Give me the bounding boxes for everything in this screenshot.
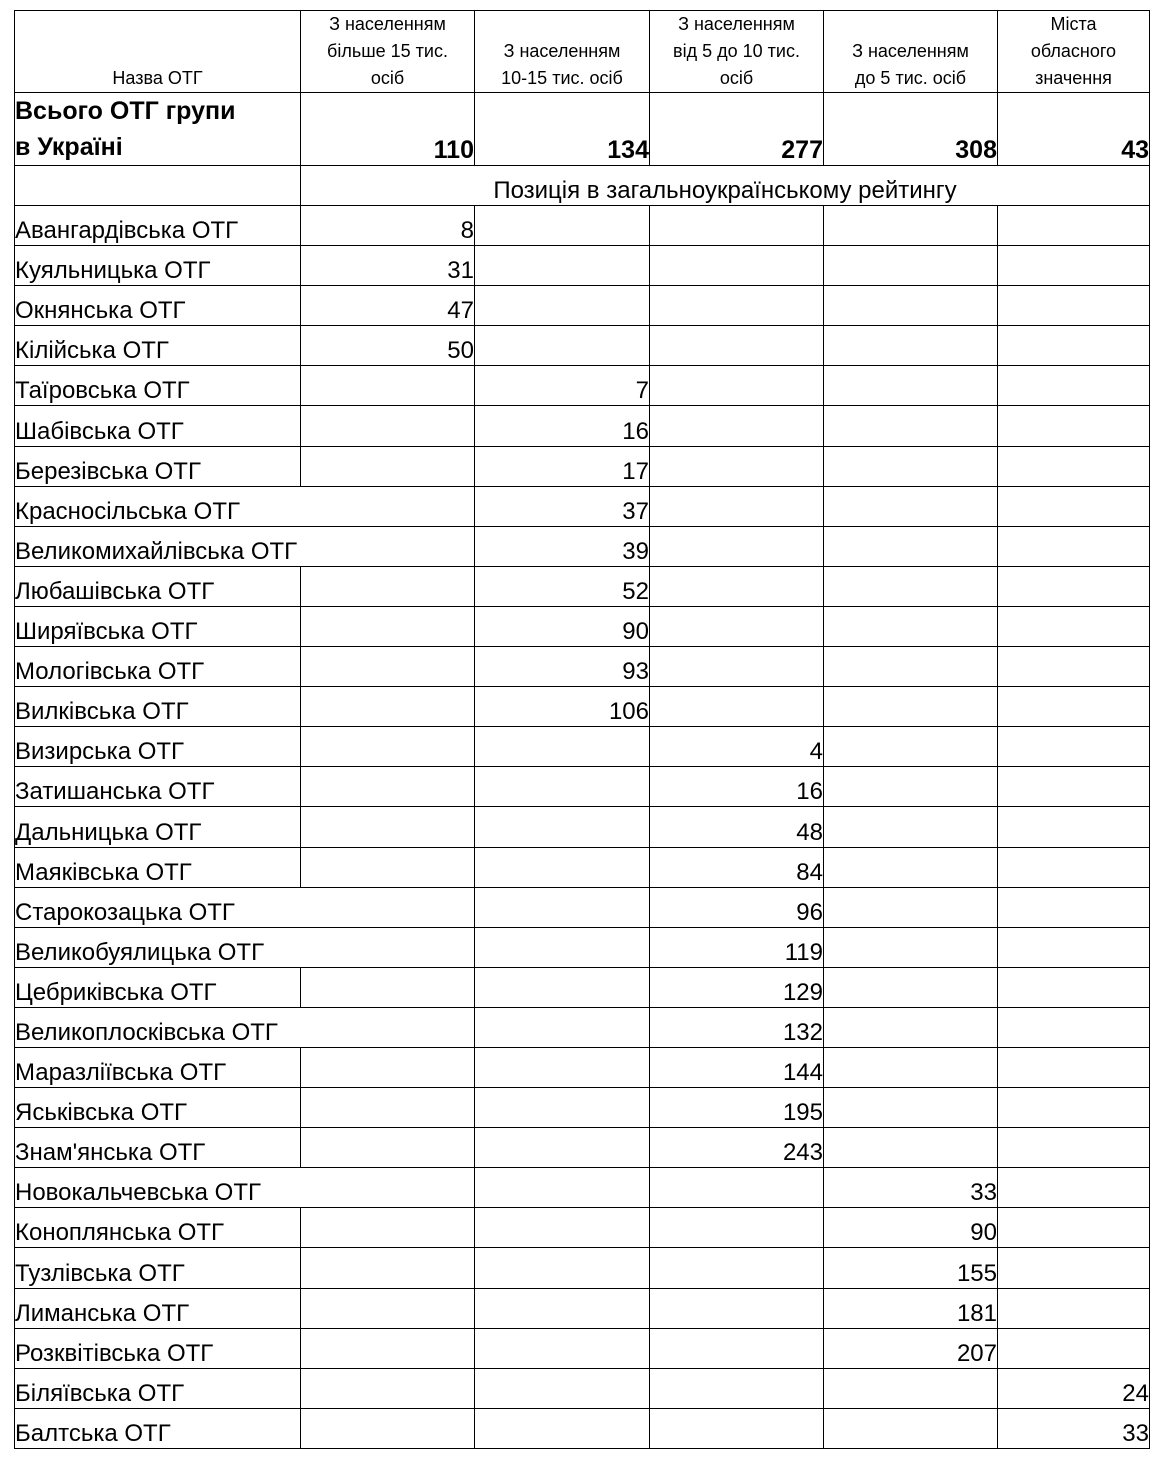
empty-cell bbox=[650, 286, 824, 326]
empty-cell bbox=[650, 526, 824, 566]
empty-cell bbox=[998, 887, 1150, 927]
table-row bbox=[15, 1088, 1150, 1128]
community-name: Тузлівська ОТГ bbox=[15, 1248, 301, 1288]
community-name: Дальницька ОТГ bbox=[15, 807, 301, 847]
empty-cell bbox=[824, 446, 998, 486]
empty-cell bbox=[824, 566, 998, 606]
rating-value: 195 bbox=[650, 1088, 824, 1128]
empty-cell bbox=[824, 847, 998, 887]
empty-cell bbox=[998, 687, 1150, 727]
empty-cell bbox=[650, 566, 824, 606]
community-name: Таїровська ОТГ bbox=[15, 366, 301, 406]
empty-cell bbox=[998, 647, 1150, 687]
empty-cell bbox=[301, 566, 475, 606]
empty-cell bbox=[301, 1128, 475, 1168]
empty-cell bbox=[998, 1128, 1150, 1168]
empty-cell bbox=[824, 366, 998, 406]
rating-value: 96 bbox=[650, 887, 824, 927]
empty-cell bbox=[824, 927, 998, 967]
empty-cell bbox=[475, 1168, 650, 1208]
empty-cell bbox=[475, 1208, 650, 1248]
header-col-oblast-cities: Міста обласного значення bbox=[998, 11, 1150, 93]
community-name: Вилківська ОТГ bbox=[15, 687, 301, 727]
header-row bbox=[15, 11, 1150, 93]
rating-value: 7 bbox=[475, 366, 650, 406]
empty-cell bbox=[998, 1208, 1150, 1248]
empty-cell bbox=[998, 366, 1150, 406]
empty-cell bbox=[301, 1047, 475, 1087]
empty-cell bbox=[998, 767, 1150, 807]
empty-cell bbox=[998, 967, 1150, 1007]
community-name: Коноплянська ОТГ bbox=[15, 1208, 301, 1248]
community-name: Березівська ОТГ bbox=[15, 446, 301, 486]
table-row bbox=[15, 406, 1150, 446]
rating-value: 16 bbox=[475, 406, 650, 446]
empty-cell bbox=[475, 847, 650, 887]
empty-cell bbox=[650, 1248, 824, 1288]
empty-cell bbox=[475, 1007, 650, 1047]
empty-cell bbox=[301, 647, 475, 687]
empty-cell bbox=[650, 687, 824, 727]
community-name: Балтська ОТГ bbox=[15, 1408, 301, 1448]
empty-cell bbox=[824, 967, 998, 1007]
empty-cell bbox=[301, 1288, 475, 1328]
empty-cell bbox=[475, 887, 650, 927]
table-row bbox=[15, 687, 1150, 727]
table-row bbox=[15, 727, 1150, 767]
community-name: Лиманська ОТГ bbox=[15, 1288, 301, 1328]
empty-cell bbox=[824, 1047, 998, 1087]
empty-cell bbox=[475, 286, 650, 326]
empty-cell bbox=[650, 246, 824, 286]
community-name: Мологівська ОТГ bbox=[15, 647, 301, 687]
community-name: Старокозацька ОТГ bbox=[15, 887, 475, 927]
community-name: Любашівська ОТГ bbox=[15, 566, 301, 606]
empty-cell bbox=[475, 1248, 650, 1288]
total-oblast-cities: 43 bbox=[998, 93, 1150, 166]
community-name: Шабівська ОТГ bbox=[15, 406, 301, 446]
community-name: Яськівська ОТГ bbox=[15, 1088, 301, 1128]
table-row bbox=[15, 887, 1150, 927]
table-row bbox=[15, 847, 1150, 887]
position-label: Позиція в загальноукраїнському рейтингу bbox=[301, 166, 1150, 206]
total-under-5k: 308 bbox=[824, 93, 998, 166]
empty-cell bbox=[650, 1288, 824, 1328]
empty-cell bbox=[824, 486, 998, 526]
community-name: Розквітівська ОТГ bbox=[15, 1328, 301, 1368]
empty-cell bbox=[650, 1168, 824, 1208]
empty-cell bbox=[824, 326, 998, 366]
rating-value: 39 bbox=[475, 526, 650, 566]
table-row bbox=[15, 566, 1150, 606]
community-name: Кілійська ОТГ bbox=[15, 326, 301, 366]
empty-cell bbox=[998, 807, 1150, 847]
totals-row bbox=[15, 93, 1150, 166]
empty-cell bbox=[998, 566, 1150, 606]
empty-cell bbox=[301, 446, 475, 486]
empty-cell bbox=[301, 687, 475, 727]
empty-cell bbox=[301, 366, 475, 406]
rating-value: 93 bbox=[475, 647, 650, 687]
empty-cell bbox=[998, 927, 1150, 967]
rating-value: 106 bbox=[475, 687, 650, 727]
community-name: Великоплосківська ОТГ bbox=[15, 1007, 475, 1047]
community-name: Куяльницька ОТГ bbox=[15, 246, 301, 286]
empty-cell bbox=[650, 606, 824, 646]
empty-cell bbox=[301, 1328, 475, 1368]
empty-cell bbox=[475, 1328, 650, 1368]
empty-cell bbox=[824, 1088, 998, 1128]
position-empty-cell bbox=[15, 166, 301, 206]
table-row bbox=[15, 606, 1150, 646]
rating-value: 181 bbox=[824, 1288, 998, 1328]
empty-cell bbox=[998, 406, 1150, 446]
rating-value: 17 bbox=[475, 446, 650, 486]
empty-cell bbox=[301, 606, 475, 646]
empty-cell bbox=[301, 727, 475, 767]
rating-value: 47 bbox=[301, 286, 475, 326]
empty-cell bbox=[998, 486, 1150, 526]
empty-cell bbox=[650, 486, 824, 526]
community-name: Ширяївська ОТГ bbox=[15, 606, 301, 646]
empty-cell bbox=[475, 1128, 650, 1168]
empty-cell bbox=[824, 647, 998, 687]
empty-cell bbox=[475, 246, 650, 286]
empty-cell bbox=[475, 967, 650, 1007]
rating-value: 52 bbox=[475, 566, 650, 606]
totals-label: Всього ОТГ групи в Україні bbox=[15, 93, 301, 166]
empty-cell bbox=[824, 687, 998, 727]
empty-cell bbox=[824, 246, 998, 286]
rating-value: 84 bbox=[650, 847, 824, 887]
empty-cell bbox=[475, 1368, 650, 1408]
empty-cell bbox=[998, 446, 1150, 486]
empty-cell bbox=[998, 286, 1150, 326]
empty-cell bbox=[998, 1047, 1150, 1087]
empty-cell bbox=[998, 1288, 1150, 1328]
community-name: Маразліївська ОТГ bbox=[15, 1047, 301, 1087]
empty-cell bbox=[475, 206, 650, 246]
rating-value: 37 bbox=[475, 486, 650, 526]
empty-cell bbox=[650, 446, 824, 486]
rating-table bbox=[14, 10, 1150, 1449]
header-col-5-10k: З населенням від 5 до 10 тис. осіб bbox=[650, 11, 824, 93]
empty-cell bbox=[301, 767, 475, 807]
empty-cell bbox=[824, 286, 998, 326]
rating-value: 119 bbox=[650, 927, 824, 967]
empty-cell bbox=[998, 1248, 1150, 1288]
empty-cell bbox=[475, 1047, 650, 1087]
rating-value: 31 bbox=[301, 246, 475, 286]
rating-value: 90 bbox=[824, 1208, 998, 1248]
empty-cell bbox=[301, 1208, 475, 1248]
empty-cell bbox=[824, 206, 998, 246]
empty-cell bbox=[824, 1007, 998, 1047]
table-row bbox=[15, 326, 1150, 366]
community-name: Маяківська ОТГ bbox=[15, 847, 301, 887]
community-name: Новокальчевська ОТГ bbox=[15, 1168, 475, 1208]
empty-cell bbox=[650, 206, 824, 246]
empty-cell bbox=[998, 1168, 1150, 1208]
table-row bbox=[15, 526, 1150, 566]
table-row bbox=[15, 366, 1150, 406]
rating-value: 8 bbox=[301, 206, 475, 246]
header-col-10-15k: З населенням 10-15 тис. осіб bbox=[475, 11, 650, 93]
rating-value: 24 bbox=[998, 1368, 1150, 1408]
empty-cell bbox=[650, 647, 824, 687]
empty-cell bbox=[475, 767, 650, 807]
table-row bbox=[15, 1128, 1150, 1168]
community-name: Біляївська ОТГ bbox=[15, 1368, 301, 1408]
empty-cell bbox=[824, 807, 998, 847]
empty-cell bbox=[301, 847, 475, 887]
empty-cell bbox=[824, 1408, 998, 1448]
empty-cell bbox=[824, 606, 998, 646]
empty-cell bbox=[824, 727, 998, 767]
rating-value: 144 bbox=[650, 1047, 824, 1087]
empty-cell bbox=[998, 246, 1150, 286]
rating-value: 207 bbox=[824, 1328, 998, 1368]
empty-cell bbox=[475, 727, 650, 767]
table-row bbox=[15, 967, 1150, 1007]
empty-cell bbox=[998, 526, 1150, 566]
empty-cell bbox=[998, 847, 1150, 887]
empty-cell bbox=[998, 727, 1150, 767]
empty-cell bbox=[650, 1328, 824, 1368]
table-row bbox=[15, 807, 1150, 847]
empty-cell bbox=[301, 967, 475, 1007]
empty-cell bbox=[475, 326, 650, 366]
table-row bbox=[15, 1047, 1150, 1087]
total-over-15k: 110 bbox=[301, 93, 475, 166]
table-row bbox=[15, 647, 1150, 687]
table-row bbox=[15, 206, 1150, 246]
empty-cell bbox=[301, 807, 475, 847]
empty-cell bbox=[475, 1288, 650, 1328]
table-row bbox=[15, 1168, 1150, 1208]
empty-cell bbox=[650, 1208, 824, 1248]
empty-cell bbox=[650, 1368, 824, 1408]
rating-value: 16 bbox=[650, 767, 824, 807]
empty-cell bbox=[998, 606, 1150, 646]
empty-cell bbox=[998, 1088, 1150, 1128]
table-row bbox=[15, 927, 1150, 967]
table-row bbox=[15, 1007, 1150, 1047]
community-name: Знам'янська ОТГ bbox=[15, 1128, 301, 1168]
table-row bbox=[15, 1248, 1150, 1288]
empty-cell bbox=[824, 1128, 998, 1168]
header-col-under-5k: З населенням до 5 тис. осіб bbox=[824, 11, 998, 93]
empty-cell bbox=[998, 326, 1150, 366]
empty-cell bbox=[650, 406, 824, 446]
rating-value: 243 bbox=[650, 1128, 824, 1168]
header-name: Назва ОТГ bbox=[15, 11, 301, 93]
table-row bbox=[15, 1288, 1150, 1328]
empty-cell bbox=[998, 206, 1150, 246]
empty-cell bbox=[824, 1368, 998, 1408]
rating-value: 4 bbox=[650, 727, 824, 767]
header-col-over-15k: З населенням більше 15 тис. осіб bbox=[301, 11, 475, 93]
empty-cell bbox=[475, 1408, 650, 1448]
community-name: Визирська ОТГ bbox=[15, 727, 301, 767]
community-name: Великобуялицька ОТГ bbox=[15, 927, 475, 967]
community-name: Затишанська ОТГ bbox=[15, 767, 301, 807]
rating-value: 90 bbox=[475, 606, 650, 646]
total-5-10k: 277 bbox=[650, 93, 824, 166]
table-row bbox=[15, 1368, 1150, 1408]
empty-cell bbox=[301, 1248, 475, 1288]
table-row bbox=[15, 246, 1150, 286]
empty-cell bbox=[301, 1088, 475, 1128]
table-row bbox=[15, 446, 1150, 486]
empty-cell bbox=[650, 326, 824, 366]
empty-cell bbox=[301, 1368, 475, 1408]
table-row bbox=[15, 767, 1150, 807]
empty-cell bbox=[475, 807, 650, 847]
rating-value: 33 bbox=[998, 1408, 1150, 1448]
rating-value: 50 bbox=[301, 326, 475, 366]
community-name: Авангардівська ОТГ bbox=[15, 206, 301, 246]
rating-value: 129 bbox=[650, 967, 824, 1007]
empty-cell bbox=[824, 526, 998, 566]
empty-cell bbox=[650, 1408, 824, 1448]
empty-cell bbox=[998, 1328, 1150, 1368]
empty-cell bbox=[301, 406, 475, 446]
rating-value: 33 bbox=[824, 1168, 998, 1208]
rating-value: 155 bbox=[824, 1248, 998, 1288]
community-name: Окнянська ОТГ bbox=[15, 286, 301, 326]
position-row bbox=[15, 166, 1150, 206]
table-row bbox=[15, 486, 1150, 526]
empty-cell bbox=[998, 1007, 1150, 1047]
table-row bbox=[15, 286, 1150, 326]
empty-cell bbox=[650, 366, 824, 406]
community-name: Великомихайлівська ОТГ bbox=[15, 526, 475, 566]
community-name: Цебриківська ОТГ bbox=[15, 967, 301, 1007]
rating-value: 48 bbox=[650, 807, 824, 847]
empty-cell bbox=[475, 1088, 650, 1128]
empty-cell bbox=[475, 927, 650, 967]
table-row bbox=[15, 1408, 1150, 1448]
table-row bbox=[15, 1328, 1150, 1368]
community-name: Красносільська ОТГ bbox=[15, 486, 475, 526]
rating-value: 132 bbox=[650, 1007, 824, 1047]
total-10-15k: 134 bbox=[475, 93, 650, 166]
empty-cell bbox=[824, 887, 998, 927]
empty-cell bbox=[824, 767, 998, 807]
empty-cell bbox=[301, 1408, 475, 1448]
empty-cell bbox=[824, 406, 998, 446]
table-row bbox=[15, 1208, 1150, 1248]
